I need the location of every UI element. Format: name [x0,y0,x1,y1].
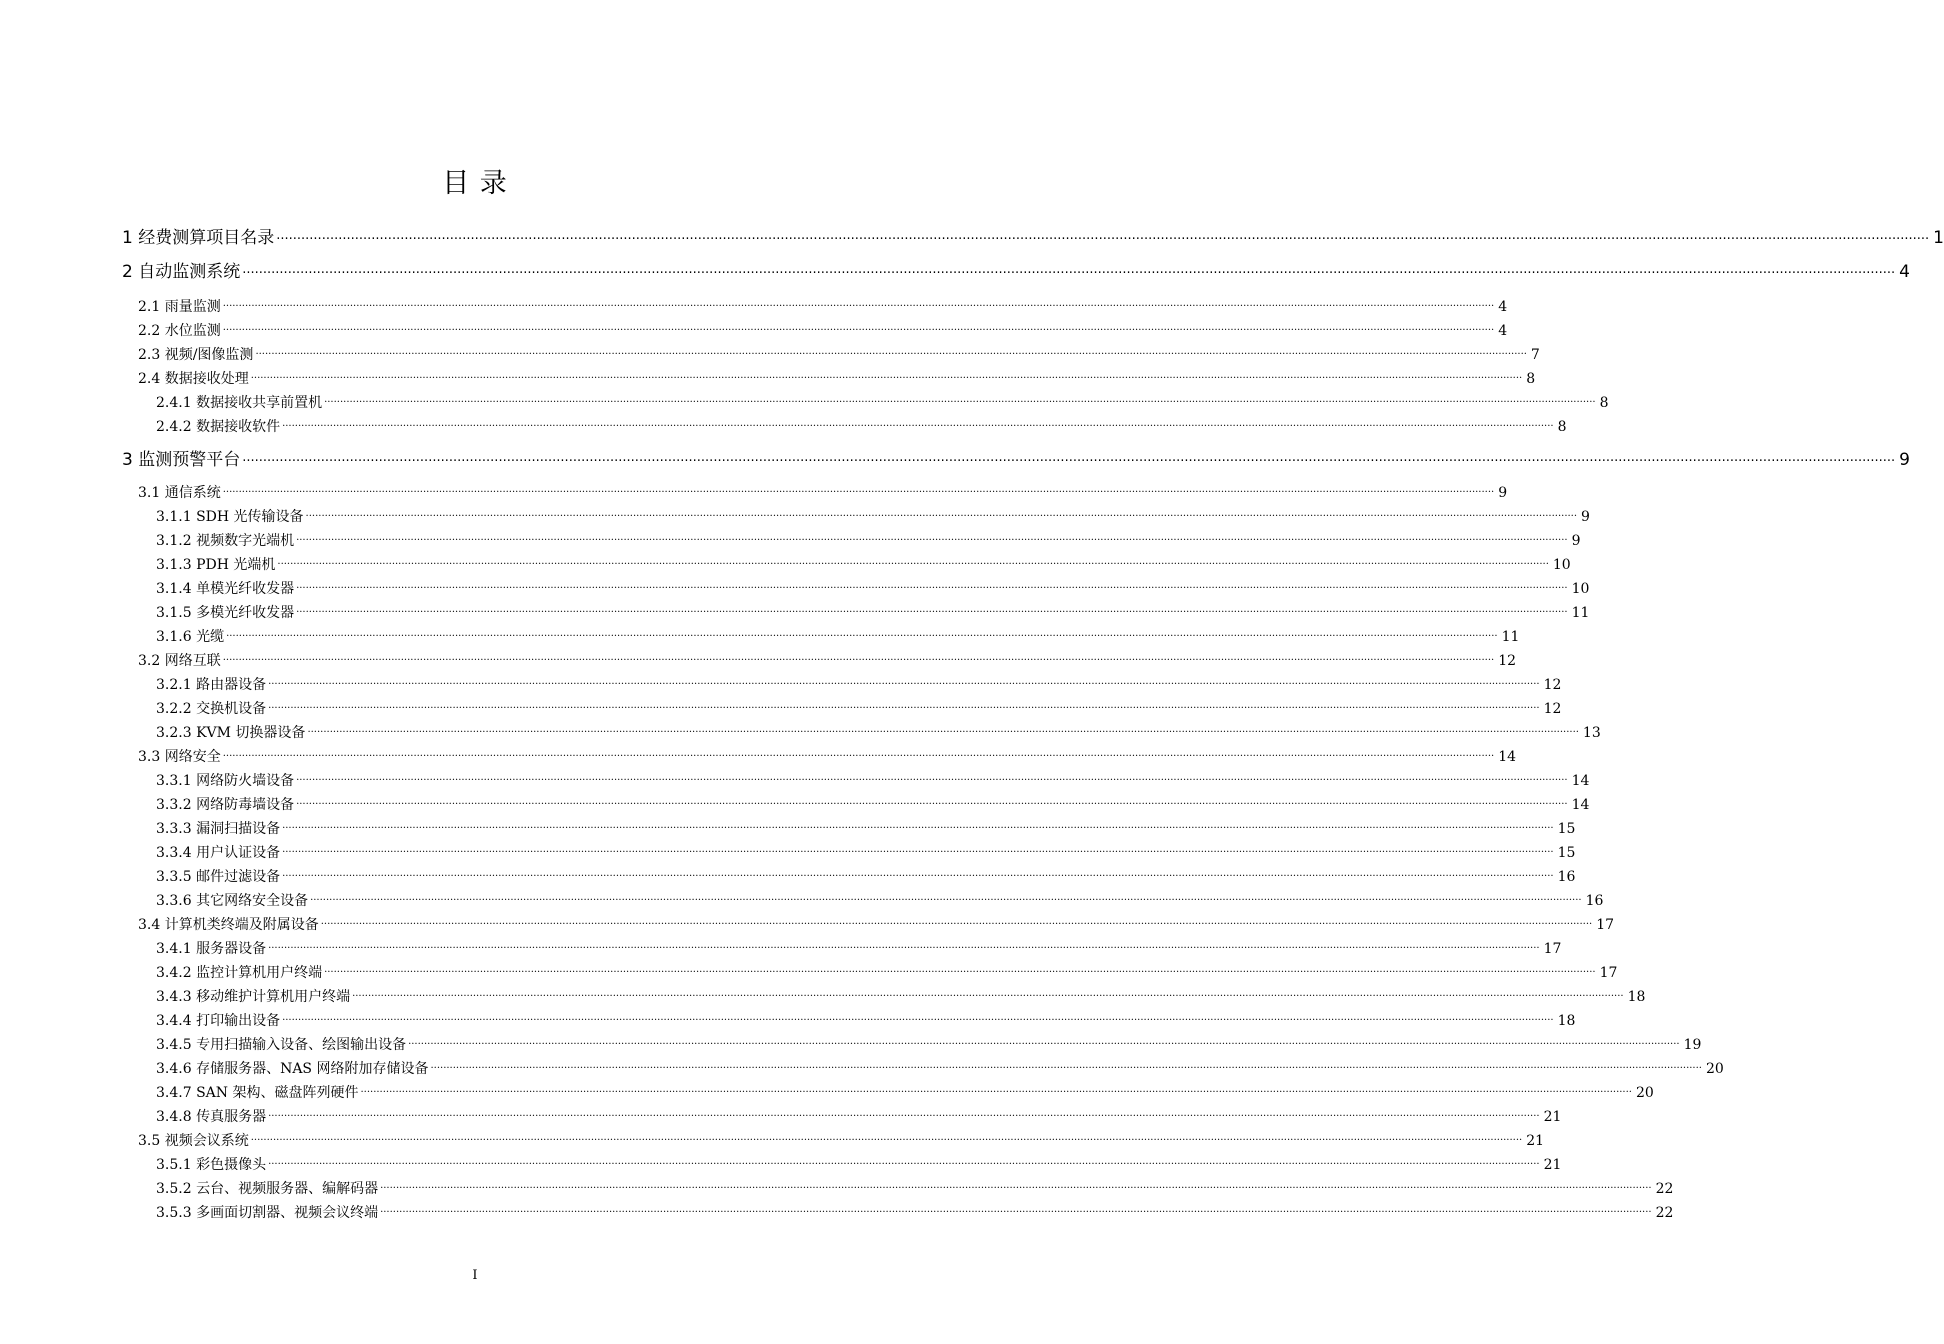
toc-leader-dots: ................................................................................................................................................................................................................................................................................................................................................................................................................ [352,988,1624,999]
toc-entry-page: 21 [1526,1133,1545,1149]
toc-entry-label: 1 经费测算项目名录 [122,228,275,248]
toc-entry-label: 3.4.2 监控计算机用户终端 [156,965,323,981]
toc-entry-label: 2.4.1 数据接收共享前置机 [156,395,323,411]
toc-leader-dots: ................................................................................................................................................................................................................................................................................................................................................................................................................ [324,964,1596,975]
toc-entry-label: 3.4.3 移动维护计算机用户终端 [156,989,351,1005]
toc-entry[interactable] [138,345,1540,365]
toc-entry-label: 3.5.3 多画面切割器、视频会议终端 [156,1205,379,1221]
toc-entry-page: 12 [1543,677,1562,693]
toc-entry[interactable] [156,627,1520,647]
toc-entry[interactable] [138,297,1508,317]
toc-leader-dots: ................................................................................................................................................................................................................................................................................................................................................................................................................ [222,484,1495,495]
page-title: 目 录 [442,168,508,199]
toc-entry-page: 19 [1683,1037,1702,1053]
toc-entry-page: 1 [1933,228,1944,248]
toc-entry[interactable] [122,261,1910,283]
toc-leader-dots: ................................................................................................................................................................................................................................................................................................................................................................................................................ [296,580,1568,591]
toc-entry-label: 3.3.3 漏洞扫描设备 [156,821,281,837]
toc-leader-dots: ................................................................................................................................................................................................................................................................................................................................................................................................................ [268,700,1540,711]
toc-entry-label: 3.4.1 服务器设备 [156,941,267,957]
toc-entry-page: 9 [1571,533,1581,549]
toc-entry-label: 3.3.2 网络防毒墙设备 [156,797,295,813]
toc-leader-dots: ................................................................................................................................................................................................................................................................................................................................................................................................................ [296,796,1568,807]
toc-entry[interactable] [156,1083,1654,1103]
toc-entry-label: 3.1.2 视频数字光端机 [156,533,295,549]
toc-entry-page: 10 [1552,557,1571,573]
toc-entry[interactable] [156,579,1590,599]
toc-entry-page: 22 [1655,1205,1674,1221]
toc-entry-label: 2 自动监测系统 [122,262,241,282]
toc-entry[interactable] [156,393,1609,413]
toc-entry-label: 3 监测预警平台 [122,450,241,470]
toc-entry[interactable] [156,1203,1674,1223]
toc-leader-dots: ................................................................................................................................................................................................................................................................................................................................................................................................................ [222,652,1495,663]
toc-entry-page: 16 [1557,869,1576,885]
toc-entry-page: 21 [1543,1109,1562,1125]
toc-entry[interactable] [156,531,1581,551]
toc-entry-page: 17 [1599,965,1618,981]
toc-entry[interactable] [138,747,1517,767]
toc-leader-dots: ................................................................................................................................................................................................................................................................................................................................................................................................................ [250,370,1523,381]
toc-leader-dots: ................................................................................................................................................................................................................................................................................................................................................................................................................ [305,508,1578,519]
toc-entry[interactable] [156,507,1590,527]
toc-entry[interactable] [156,555,1571,575]
toc-leader-dots: ................................................................................................................................................................................................................................................................................................................................................................................................................ [282,1012,1554,1023]
toc-entry[interactable] [156,771,1590,791]
toc-entry-page: 4 [1899,262,1910,282]
toc-entry-page: 18 [1627,989,1646,1005]
toc-entry[interactable] [122,227,1944,249]
toc-entry-page: 12 [1543,701,1562,717]
toc-leader-dots: ................................................................................................................................................................................................................................................................................................................................................................................................................ [255,346,1527,357]
toc-entry-label: 3.1.4 单模光纤收发器 [156,581,295,597]
toc-entry[interactable] [156,1179,1674,1199]
toc-entry[interactable] [138,369,1536,389]
toc-entry-label: 3.4.8 传真服务器 [156,1109,267,1125]
toc-entry[interactable] [138,915,1615,935]
toc-entry-page: 15 [1557,821,1576,837]
toc-entry-page: 16 [1585,893,1604,909]
toc-entry-label: 2.4.2 数据接收软件 [156,419,281,435]
toc-entry-label: 3.1 通信系统 [138,485,221,501]
toc-leader-dots: ................................................................................................................................................................................................................................................................................................................................................................................................................ [360,1084,1632,1095]
toc-entry[interactable] [156,891,1604,911]
toc-entry-label: 3.5 视频会议系统 [138,1133,249,1149]
toc-leader-dots: ................................................................................................................................................................................................................................................................................................................................................................................................................ [430,1060,1702,1071]
toc-entry-page: 20 [1705,1061,1724,1077]
toc-leader-dots: ................................................................................................................................................................................................................................................................................................................................................................................................................ [277,556,1549,567]
toc-entry-page: 14 [1571,773,1590,789]
toc-entry-page: 9 [1899,450,1910,470]
toc-entry[interactable] [156,795,1590,815]
toc-entry[interactable] [156,939,1562,959]
page-number-footer: I [472,1268,478,1283]
toc-leader-dots: ................................................................................................................................................................................................................................................................................................................................................................................................................ [276,228,1930,243]
toc-entry-label: 3.3.6 其它网络安全设备 [156,893,309,909]
toc-entry-label: 3.2.1 路由器设备 [156,677,267,693]
toc-leader-dots: ................................................................................................................................................................................................................................................................................................................................................................................................................ [310,892,1582,903]
toc-entry-label: 3.3 网络安全 [138,749,221,765]
toc-entry[interactable] [138,1131,1545,1151]
toc-entry-page: 7 [1530,347,1540,363]
toc-entry[interactable] [156,1035,1702,1055]
toc-entry-label: 3.3.4 用户认证设备 [156,845,281,861]
toc-entry-page: 11 [1501,629,1520,645]
toc-entry-page: 8 [1557,419,1567,435]
toc-leader-dots: ................................................................................................................................................................................................................................................................................................................................................................................................................ [222,298,1495,309]
toc-entry[interactable] [122,449,1910,471]
toc-entry[interactable] [156,1059,1724,1079]
toc-entry-page: 20 [1635,1085,1654,1101]
toc-leader-dots: ................................................................................................................................................................................................................................................................................................................................................................................................................ [226,628,1498,639]
toc-leader-dots: ................................................................................................................................................................................................................................................................................................................................................................................................................ [250,1132,1523,1143]
toc-entry-page: 11 [1571,605,1590,621]
toc-entry-page: 14 [1498,749,1517,765]
toc-leader-dots: ................................................................................................................................................................................................................................................................................................................................................................................................................ [242,450,1896,465]
toc-entry[interactable] [156,675,1562,695]
toc-entry-page: 15 [1557,845,1576,861]
toc-leader-dots: ................................................................................................................................................................................................................................................................................................................................................................................................................ [268,940,1540,951]
toc-leader-dots: ................................................................................................................................................................................................................................................................................................................................................................................................................ [222,322,1495,333]
toc-leader-dots: ................................................................................................................................................................................................................................................................................................................................................................................................................ [296,772,1568,783]
toc-entry-label: 3.5.2 云台、视频服务器、编解码器 [156,1181,379,1197]
toc-entry-label: 3.5.1 彩色摄像头 [156,1157,267,1173]
toc-entry-label: 2.2 水位监测 [138,323,221,339]
toc-entry-page: 17 [1543,941,1562,957]
toc-entry-page: 13 [1582,725,1601,741]
toc-leader-dots: ................................................................................................................................................................................................................................................................................................................................................................................................................ [242,262,1896,277]
toc-entry-label: 3.2 网络互联 [138,653,221,669]
toc-entry[interactable] [156,1155,1562,1175]
toc-entry[interactable] [156,867,1576,887]
toc-leader-dots: ................................................................................................................................................................................................................................................................................................................................................................................................................ [282,418,1554,429]
toc-entry[interactable] [156,819,1576,839]
toc-entry-label: 3.4.5 专用扫描输入设备、绘图输出设备 [156,1037,407,1053]
toc-leader-dots: ................................................................................................................................................................................................................................................................................................................................................................................................................ [268,1156,1540,1167]
toc-entry[interactable] [138,483,1508,503]
toc-leader-dots: ................................................................................................................................................................................................................................................................................................................................................................................................................ [222,748,1495,759]
toc-entry-label: 3.3.5 邮件过滤设备 [156,869,281,885]
toc-entry-page: 8 [1526,371,1536,387]
toc-entry-label: 3.1.5 多模光纤收发器 [156,605,295,621]
toc-entry[interactable] [156,699,1562,719]
toc-entry-label: 3.3.1 网络防火墙设备 [156,773,295,789]
toc-entry[interactable] [138,321,1508,341]
toc-entry-label: 2.4 数据接收处理 [138,371,249,387]
toc-entry[interactable] [156,963,1618,983]
toc-entry-label: 3.2.2 交换机设备 [156,701,267,717]
toc-leader-dots: ................................................................................................................................................................................................................................................................................................................................................................................................................ [296,532,1568,543]
toc-entry-label: 2.3 视频/图像监测 [138,347,254,363]
toc-leader-dots: ................................................................................................................................................................................................................................................................................................................................................................................................................ [307,724,1579,735]
toc-entry-page: 8 [1599,395,1609,411]
toc-entry-label: 3.1.3 PDH 光端机 [156,557,276,573]
toc-entry[interactable] [156,987,1646,1007]
toc-entry-page: 21 [1543,1157,1562,1173]
toc-entry-label: 3.4.4 打印输出设备 [156,1013,281,1029]
toc-entry-page: 9 [1581,509,1590,525]
toc-leader-dots: ................................................................................................................................................................................................................................................................................................................................................................................................................ [320,916,1593,927]
toc-entry[interactable] [156,603,1590,623]
toc-entry-page: 14 [1571,797,1590,813]
toc-leader-dots: ................................................................................................................................................................................................................................................................................................................................................................................................................ [380,1204,1652,1215]
toc-leader-dots: ................................................................................................................................................................................................................................................................................................................................................................................................................ [268,676,1540,687]
toc-entry-page: 9 [1498,485,1508,501]
toc-entry-label: 3.2.3 KVM 切换器设备 [156,725,306,741]
toc-leader-dots: ................................................................................................................................................................................................................................................................................................................................................................................................................ [268,1108,1540,1119]
toc-entry-label: 3.4 计算机类终端及附属设备 [138,917,319,933]
toc-entry[interactable] [156,843,1576,863]
toc-leader-dots: ................................................................................................................................................................................................................................................................................................................................................................................................................ [324,394,1596,405]
toc-entry-label: 3.4.7 SAN 架构、磁盘阵列硬件 [156,1085,359,1101]
toc-entry-page: 17 [1596,917,1615,933]
toc-leader-dots: ................................................................................................................................................................................................................................................................................................................................................................................................................ [282,868,1554,879]
toc-entry[interactable] [138,651,1517,671]
toc-leader-dots: ................................................................................................................................................................................................................................................................................................................................................................................................................ [380,1180,1652,1191]
toc-leader-dots: ................................................................................................................................................................................................................................................................................................................................................................................................................ [282,844,1554,855]
toc-entry-page: 10 [1571,581,1590,597]
toc-entry-page: 22 [1655,1181,1674,1197]
toc-entry-label: 2.1 雨量监测 [138,299,221,315]
toc-entry-page: 12 [1498,653,1517,669]
toc-leader-dots: ................................................................................................................................................................................................................................................................................................................................................................................................................ [296,604,1568,615]
toc-entry-label: 3.1.1 SDH 光传输设备 [156,509,304,525]
toc-entry[interactable] [156,1011,1576,1031]
toc-entry-label: 3.4.6 存储服务器、NAS 网络附加存储设备 [156,1061,429,1077]
toc-leader-dots: ................................................................................................................................................................................................................................................................................................................................................................................................................ [408,1036,1680,1047]
toc-entry[interactable] [156,723,1601,743]
toc-entry-page: 18 [1557,1013,1576,1029]
toc-entry[interactable] [156,1107,1562,1127]
toc-leader-dots: ................................................................................................................................................................................................................................................................................................................................................................................................................ [282,820,1554,831]
toc-entry-page: 4 [1498,323,1508,339]
toc-entry-label: 3.1.6 光缆 [156,629,225,645]
toc-entry-page: 4 [1498,299,1508,315]
toc-entry[interactable] [156,417,1567,437]
